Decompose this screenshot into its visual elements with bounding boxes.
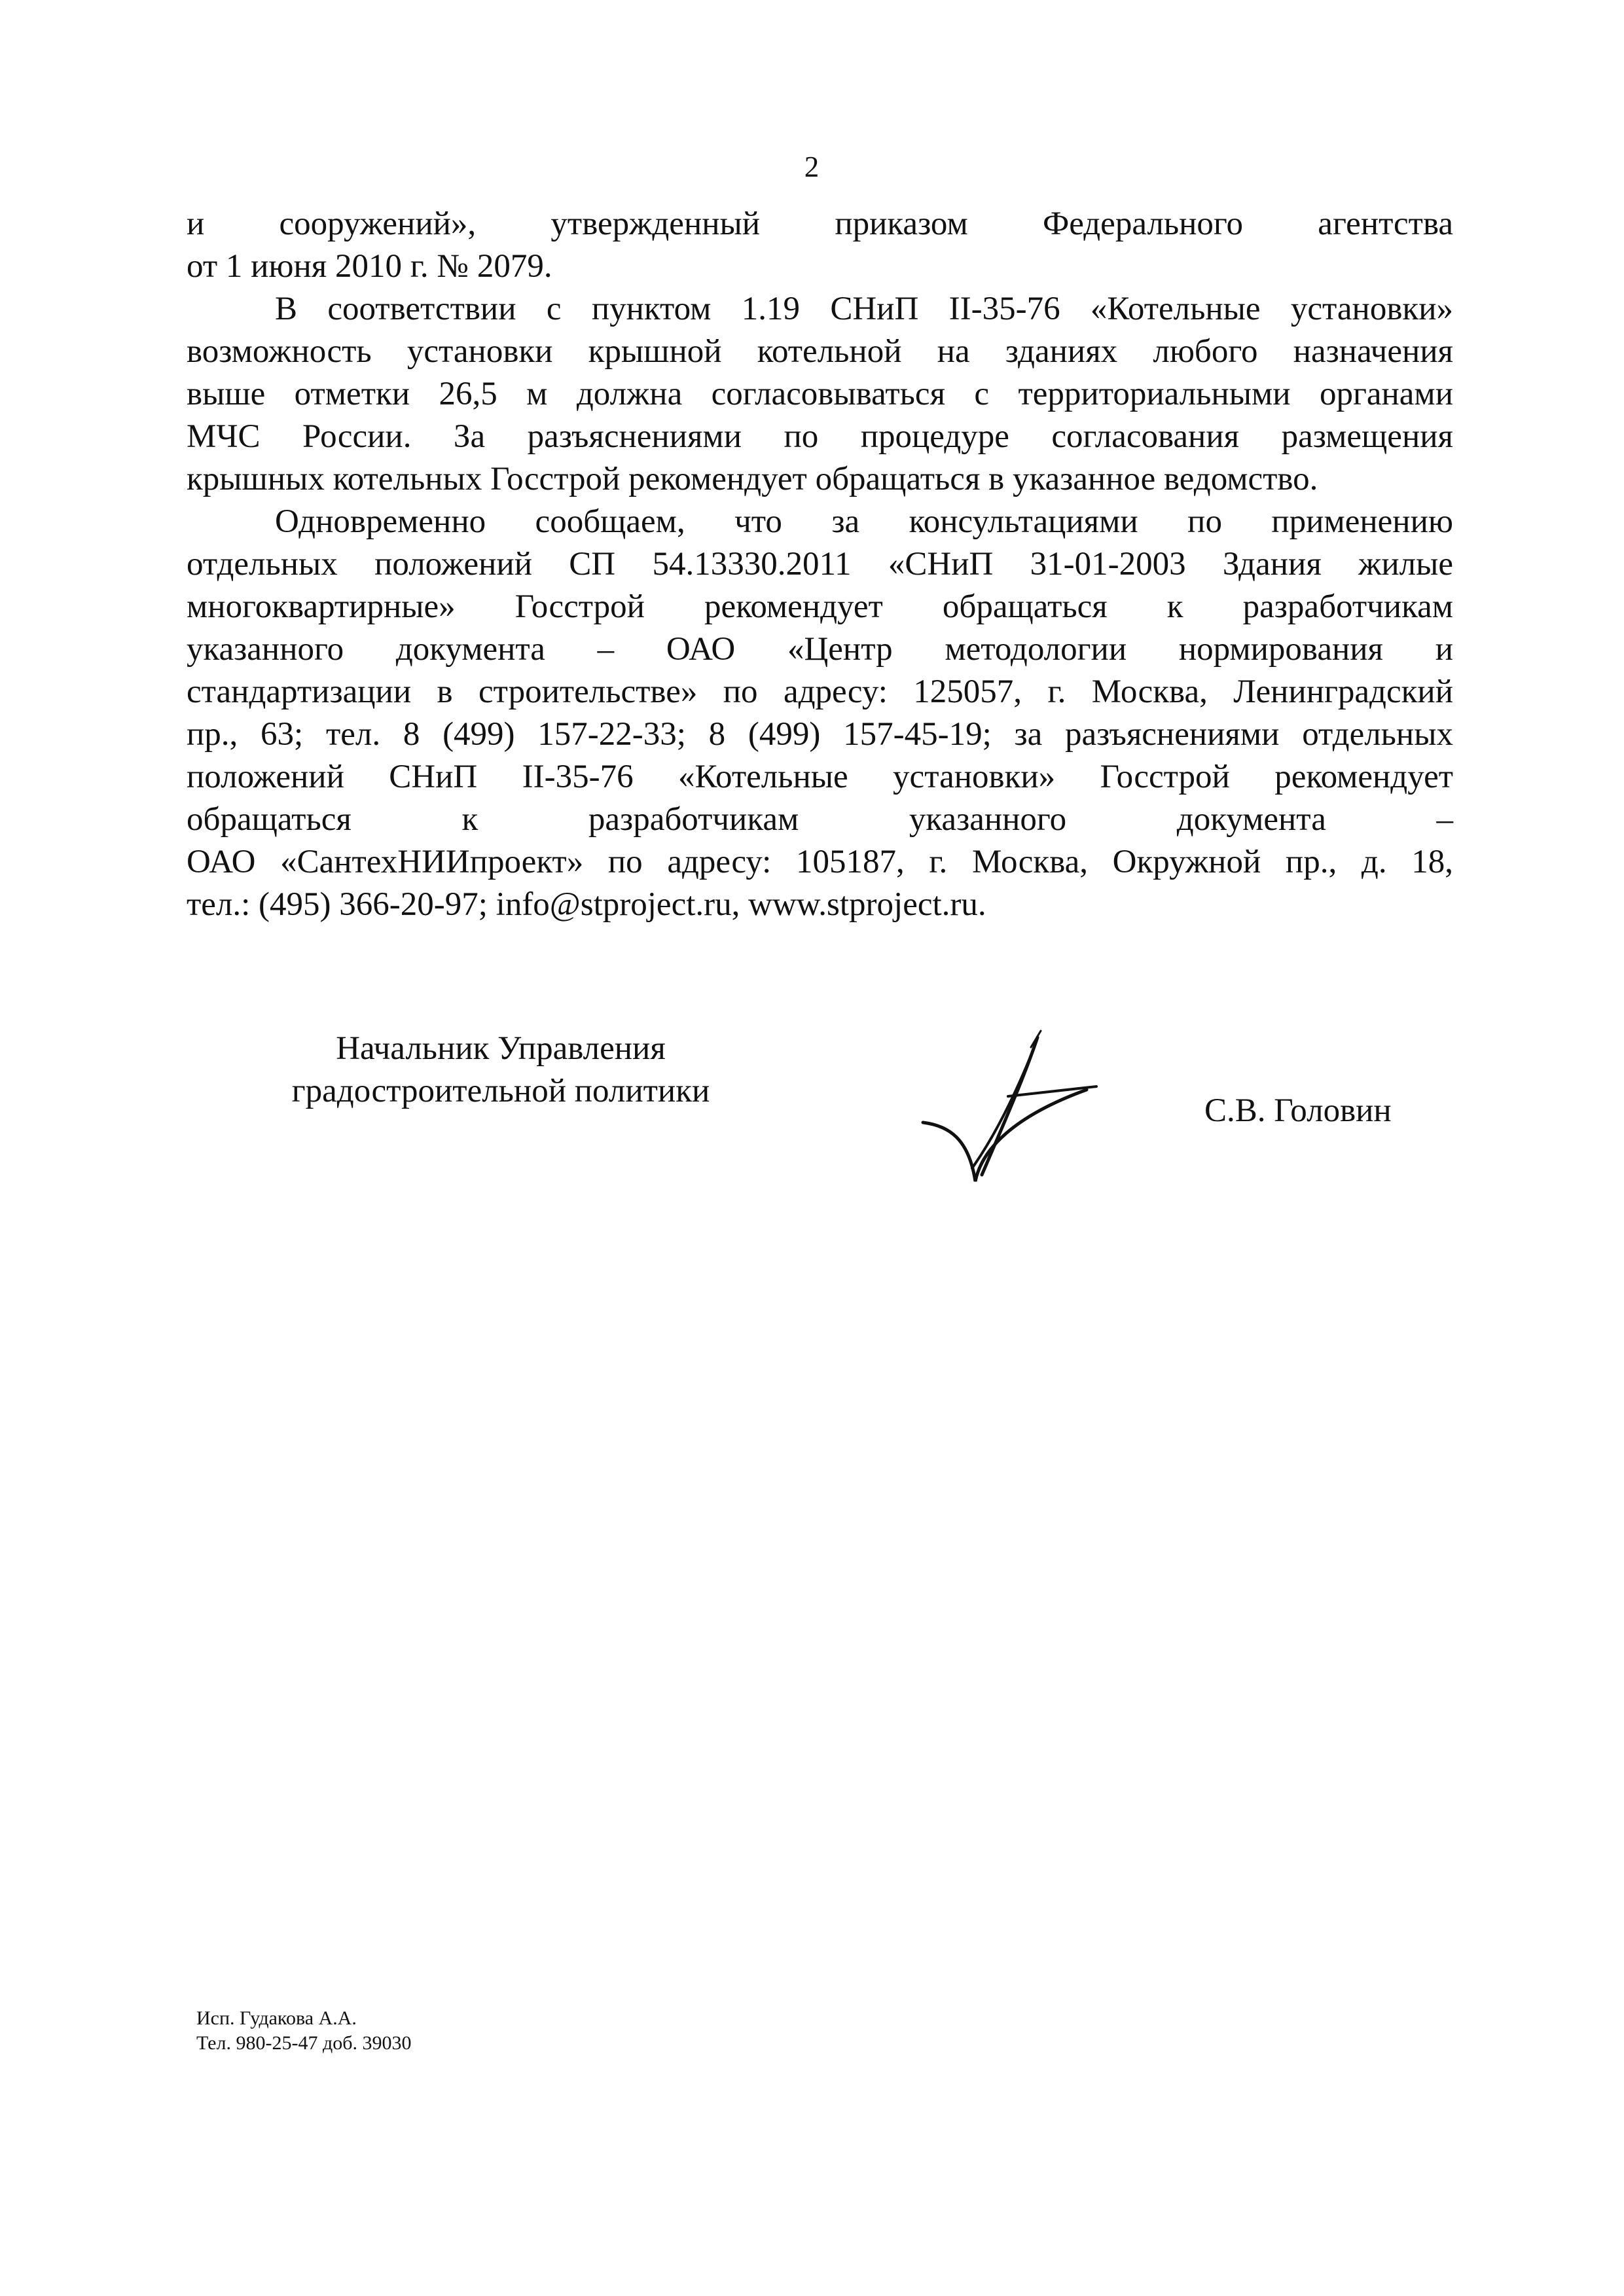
body-line: пр., 63; тел. 8 (499) 157-22-33; 8 (499) 157-45-19; за разъяснениями отдельных <box>187 716 1453 753</box>
position-line: градостроительной политики <box>291 1073 710 1109</box>
executor-info <box>196 2006 411 2056</box>
body-line: и сооружений», утвержденный приказом Федерального агентства <box>187 206 1453 242</box>
letter-body <box>187 203 1453 926</box>
position-line: Начальник Управления <box>336 1030 666 1067</box>
body-line: МЧС России. За разъяснениями по процедуре согласования размещения <box>187 418 1453 455</box>
body-line: стандартизации в строительстве» по адресу: 125057, г. Москва, Ленинградский <box>187 673 1453 710</box>
body-line: отдельных положений СП 54.13330.2011 «СНиП 31-01-2003 Здания жилые <box>187 546 1453 583</box>
signer-name: С.В. Головин <box>1204 1092 1392 1129</box>
body-line: ОАО «СантехНИИпроект» по адресу: 105187, г. Москва, Окружной пр., д. 18, <box>187 844 1453 880</box>
body-line: тел.: (495) 366-20-97; info@stproject.ru, www.stproject.ru. <box>187 886 986 923</box>
body-line: от 1 июня 2010 г. № 2079. <box>187 248 552 285</box>
executor-phone: Тел. 980-25-47 доб. 39030 <box>196 2032 412 2054</box>
body-line: обращаться к разработчикам указанного документа – <box>187 801 1453 838</box>
body-line: указанного документа – ОАО «Центр методологии нормирования и <box>187 631 1453 668</box>
paragraph-start-line: В соответствии с пунктом 1.19 СНиП II-35-76 «Котельные установки» <box>275 291 1453 327</box>
paragraph-start-line: Одновременно сообщаем, что за консультациями по применению <box>275 503 1453 540</box>
executor-name: Исп. Гудакова А.А. <box>196 2007 357 2029</box>
body-line: крышных котельных Госстрой рекомендует обращаться в указанное ведомство. <box>187 461 1318 497</box>
body-line: возможность установки крышной котельной на зданиях любого назначения <box>187 333 1453 370</box>
page-number: 2 <box>804 151 820 183</box>
handwritten-signature <box>910 1024 1106 1194</box>
body-line: многоквартирные» Госстрой рекомендует обращаться к разработчикам <box>187 588 1453 625</box>
body-line: выше отметки 26,5 м должна согласовываться с территориальными органами <box>187 376 1453 412</box>
signatory-position <box>265 1028 736 1113</box>
body-line: положений СНиП II-35-76 «Котельные установки» Госстрой рекомендует <box>187 759 1453 795</box>
